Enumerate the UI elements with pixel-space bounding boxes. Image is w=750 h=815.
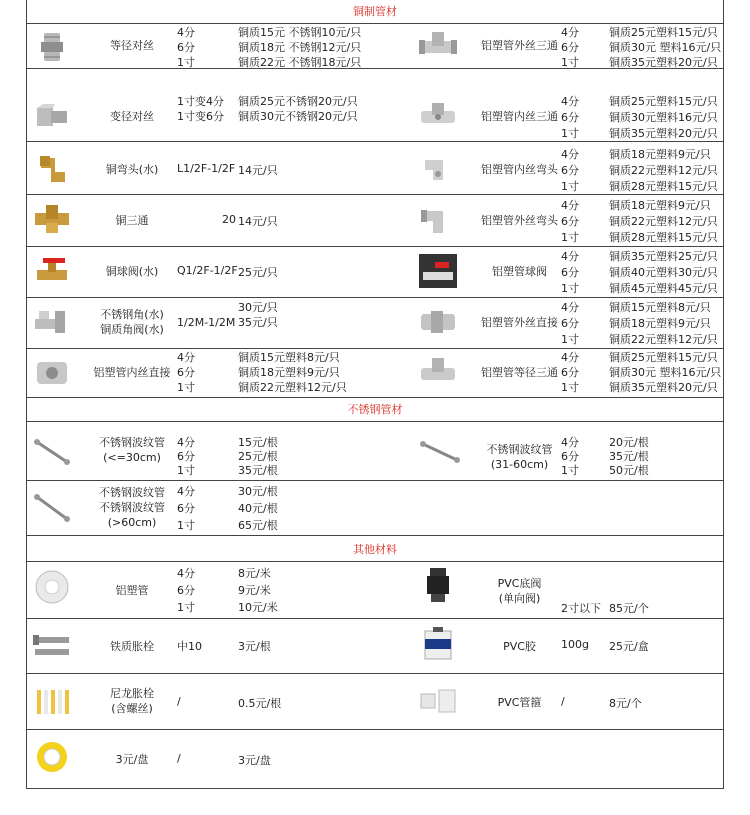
product-name: 尼龙胀栓 (含螺丝) [110, 687, 154, 715]
product-name: 铝塑管外丝三通 [481, 39, 558, 52]
price: 铜质30元塑料16元/只 [609, 111, 718, 124]
section-title-copper: 铜制管材 [27, 0, 723, 24]
price: 铜质22元塑料12元/只 [609, 215, 718, 228]
spec-list [177, 565, 195, 616]
female-elbow-icon [417, 150, 459, 188]
price-list [238, 565, 278, 616]
price-list [609, 300, 718, 348]
price: 铜质35元塑料20元/只 [609, 56, 718, 69]
table-row [27, 730, 723, 788]
spec-list [561, 25, 579, 70]
price: 25元/只 [238, 266, 278, 279]
price: 3元/盘 [238, 754, 271, 767]
angle-valve-icon [31, 303, 73, 341]
price-list [238, 483, 278, 534]
product-name: 不锈钢波纹管 (31-60cm) [486, 443, 553, 471]
spec: 4分 [561, 148, 579, 161]
price-list [609, 147, 718, 195]
copper-elbow-icon [31, 150, 73, 188]
spec: 4分 [177, 26, 195, 39]
female-straight-icon [31, 354, 73, 392]
spec: 6分 [561, 41, 579, 54]
male-elbow-icon [417, 201, 459, 239]
ball-valve-icon [31, 252, 73, 290]
section-title-stainless: 不锈钢管材 [27, 398, 723, 422]
product-name: 铝塑管球阀 [492, 265, 547, 278]
spec: 1寸变6分 [177, 110, 224, 123]
spec: 6分 [561, 450, 579, 463]
spec: 6分 [561, 317, 579, 330]
spec: 1寸 [561, 464, 579, 477]
spec: 1寸变4分 [177, 95, 224, 108]
price: 铜质15元塑料8元/只 [238, 351, 340, 364]
price: 铜质15元 不锈钢10元/只 [238, 26, 362, 39]
glue-can-icon [417, 625, 459, 663]
spec-list [561, 94, 579, 142]
spec: 1寸 [177, 519, 195, 532]
price-list [609, 198, 718, 246]
spec: 6分 [177, 366, 195, 379]
spec: 中10 [177, 640, 202, 653]
pvc-fitting-icon [417, 682, 459, 720]
spec-list [561, 300, 579, 348]
spec: 4分 [561, 199, 579, 212]
spec-list [177, 483, 195, 534]
male-straight-icon [417, 303, 459, 341]
product-name: 铝塑管 [115, 584, 149, 597]
spec-list [561, 436, 579, 478]
table-row [27, 24, 723, 69]
spec-list [561, 350, 579, 395]
spec: Q1/2F-1/2F [177, 264, 238, 277]
price: 3元/根 [238, 640, 271, 653]
price: 铜质25元塑料15元/只 [609, 95, 718, 108]
price: 铜质18元 不锈钢12元/只 [238, 41, 362, 54]
price: 35元/根 [609, 450, 649, 463]
bellows-hose-icon [31, 432, 73, 470]
price: 8元/个 [609, 697, 642, 710]
spec: 100g [561, 638, 589, 651]
product-name: PVC底阀 (单向阀) [497, 577, 542, 605]
spec-list [177, 436, 195, 478]
price-list [238, 350, 347, 395]
price-list [238, 25, 361, 70]
pipe-ball-valve-icon [417, 252, 459, 290]
spec: 1寸 [561, 381, 579, 394]
price: 10元/米 [238, 601, 278, 614]
product-name: 铜弯头(水) [105, 163, 159, 176]
price-list [238, 300, 278, 330]
spec: 4分 [177, 436, 195, 449]
straight-union-icon [31, 28, 73, 66]
nylon-anchor-icon [31, 682, 73, 720]
product-name: 铝塑管外丝弯头 [481, 214, 558, 227]
price-list [238, 94, 358, 124]
spec: 4分 [177, 485, 195, 498]
table-row [27, 422, 723, 481]
table-row [27, 247, 723, 298]
product-name: 铝塑管等径三通 [481, 366, 558, 379]
spec: 1/2M-1/2M [177, 316, 236, 329]
price: 铜质22元塑料12元/只 [238, 381, 347, 394]
price: 铜质28元塑料15元/只 [609, 180, 718, 193]
price: 65元/根 [238, 519, 278, 532]
spec: 6分 [561, 266, 579, 279]
price: 14元/只 [238, 164, 278, 177]
table-row [27, 349, 723, 398]
table-row [27, 674, 723, 730]
product-name: 铜球阀(水) [105, 265, 159, 278]
spec-list [561, 147, 579, 195]
spec: 4分 [561, 26, 579, 39]
spec: 6分 [561, 111, 579, 124]
spec: 1寸 [177, 601, 195, 614]
spec: / [177, 752, 181, 765]
spec: 4分 [561, 301, 579, 314]
price-list [609, 436, 649, 478]
price: 35元/根 [238, 464, 278, 477]
spec: 4分 [561, 351, 579, 364]
table-row [27, 196, 723, 247]
copper-tee-icon [31, 201, 73, 239]
product-name: 铝塑管外丝直接 [481, 316, 558, 329]
price: 铜质15元塑料8元/只 [609, 301, 711, 314]
price: 15元/根 [238, 436, 278, 449]
spec-list [177, 350, 195, 395]
spec: 1寸 [177, 464, 195, 477]
spec: 2寸以下 [561, 602, 601, 615]
spec: 4分 [561, 436, 579, 449]
price: 铜质30元 塑料16元/只 [609, 41, 722, 54]
price: 20元/根 [609, 436, 649, 449]
spec: 6分 [561, 366, 579, 379]
price: 铜质25元塑料15元/只 [609, 351, 718, 364]
bellows-hose-icon [419, 432, 461, 470]
product-name: 变径对丝 [110, 110, 154, 123]
product-name: 铝塑管内丝弯头 [481, 163, 558, 176]
spec: 1寸 [561, 282, 579, 295]
spec: / [177, 695, 181, 708]
pipe-coil-icon [31, 568, 73, 606]
price: 0.5元/根 [238, 697, 282, 710]
tape-roll-icon [31, 738, 73, 776]
table-row [27, 93, 723, 142]
male-tee-icon [417, 28, 459, 66]
spec: / [561, 695, 565, 708]
price: 25元/盒 [609, 640, 649, 653]
reducer-icon [31, 98, 73, 136]
price: 铜质18元塑料9元/只 [609, 199, 711, 212]
spec: 4分 [177, 567, 195, 580]
price: 铜质18元塑料9元/只 [238, 366, 340, 379]
spec: 4分 [561, 95, 579, 108]
spec: 6分 [177, 584, 195, 597]
bellows-hose-icon [31, 489, 73, 527]
price: 铜质25元塑料15元/只 [609, 26, 718, 39]
price: 铜质22元塑料12元/只 [609, 333, 718, 346]
product-name: PVC管箍 [497, 696, 542, 709]
price: 铜质30元 塑料16元/只 [609, 366, 722, 379]
spec: 1寸 [561, 127, 579, 140]
anchor-bolt-icon [31, 627, 73, 665]
price-list [609, 25, 721, 70]
price: 85元/个 [609, 602, 649, 615]
price: 铜质25元不锈钢20元/只 [238, 95, 358, 108]
price: 铜质35元塑料20元/只 [609, 381, 718, 394]
spec: 1寸 [561, 180, 579, 193]
spec: 6分 [561, 215, 579, 228]
price: 铜质40元塑料30元/只 [609, 266, 718, 279]
product-name: 3元/盘 [115, 753, 149, 766]
product-name: 不锈钢波纹管 (<=30cm) [99, 436, 165, 464]
female-tee-icon [417, 98, 459, 136]
spec: 1寸 [561, 231, 579, 244]
spec: 20 [222, 213, 236, 226]
price: 铜质35元塑料25元/只 [609, 250, 718, 263]
foot-valve-icon [417, 566, 459, 604]
spec: 4分 [177, 351, 195, 364]
price: 30元/根 [238, 485, 278, 498]
price: 25元/根 [238, 450, 278, 463]
price: 9元/米 [238, 584, 271, 597]
price-sheet [26, 0, 724, 789]
product-name: 铁质胀栓 [110, 640, 154, 653]
price-list [238, 436, 278, 478]
table-row [27, 619, 723, 674]
equal-tee-icon [417, 354, 459, 392]
price: 50元/根 [609, 464, 649, 477]
spec: 1寸 [561, 333, 579, 346]
price: 铜质22元 不锈钢18元/只 [238, 56, 362, 69]
price: 铜质30元不锈钢20元/只 [238, 110, 358, 123]
spec-list [561, 198, 579, 246]
price: 铜质28元塑料15元/只 [609, 231, 718, 244]
table-row [27, 298, 723, 349]
product-name: 不锈钢波纹管 不锈钢波纹管 (>60cm) [99, 486, 165, 529]
table-row [27, 481, 723, 536]
spec: 6分 [177, 450, 195, 463]
product-name: 铝塑管内丝三通 [481, 110, 558, 123]
spec: 6分 [177, 502, 195, 515]
spec: 1寸 [177, 56, 195, 69]
spec: 4分 [561, 250, 579, 263]
spec-list [177, 25, 195, 70]
product-name: 铜三通 [115, 214, 149, 227]
table-row [27, 146, 723, 195]
product-name: 等径对丝 [110, 39, 154, 52]
spec-list [177, 94, 224, 124]
spec: 6分 [177, 41, 195, 54]
product-name: PVC胶 [503, 640, 536, 653]
price: 35元/只 [238, 316, 278, 329]
product-name: 不锈钢角(水) 铜质角阀(水) [100, 308, 164, 336]
price: 8元/米 [238, 567, 271, 580]
product-name: 铝塑管内丝直接 [93, 366, 171, 379]
price: 铜质18元塑料9元/只 [609, 148, 711, 161]
price-list [609, 94, 718, 142]
section-title-other: 其他材料 [27, 538, 723, 562]
table-row [27, 562, 723, 619]
price: 铜质22元塑料12元/只 [609, 164, 718, 177]
spec: 1寸 [177, 381, 195, 394]
spec: 1寸 [561, 56, 579, 69]
spec: 6分 [561, 164, 579, 177]
spec: L1/2F-1/2F [177, 162, 236, 175]
price: 铜质35元塑料20元/只 [609, 127, 718, 140]
spec-list [561, 249, 579, 297]
price: 40元/根 [238, 502, 278, 515]
price: 铜质18元塑料9元/只 [609, 317, 711, 330]
price: 30元/只 [238, 301, 278, 314]
price-list [609, 249, 718, 297]
price: 14元/只 [238, 215, 278, 228]
price-list [609, 350, 721, 395]
price: 铜质45元塑料45元/只 [609, 282, 718, 295]
